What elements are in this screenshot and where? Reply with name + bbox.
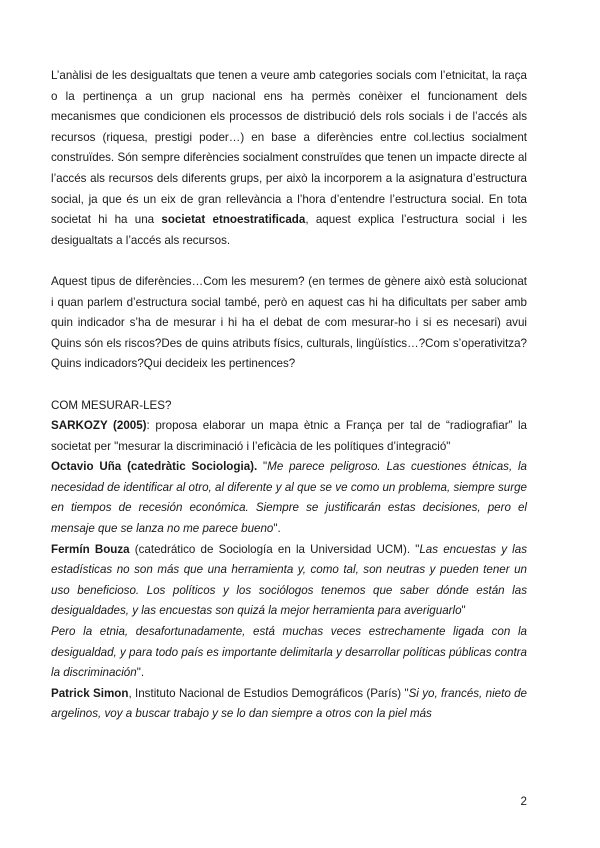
- bouza-paragraph: [51, 540, 527, 622]
- intro-text: L’anàlisi de les desigualtats que tenen a veure amb categories socials com l’etnicitat, la raça o la pertinença a un grup nacional ens ha permès conèixer el funcionament dels mecanismes que condicionen els processos de distribució dels rols socials i de l’accés als recursos (riquesa, prestigi poder…) en base a diferències entre col.lectius socialment construïdes. Són sempre diferències socialment construïdes que tenen un impacte directe al l’accés als recursos dels diferents grups, per això la incorporem a la asignatura d’estructura social, ja que és un eix de gran rellevància a l’hora d’entendre l’estructura social. En tota societat hi ha una: [51, 69, 527, 227]
- simon-text: , Instituto Nacional de Estudios Demográficos (París) ": [128, 686, 409, 700]
- bouza-text: (catedrático de Sociología en la Universidad UCM). ": [129, 542, 420, 556]
- intro-text-end: , aquest explica l’estructura social i les desigualtats a l’accés als recursos.: [51, 213, 527, 247]
- bouza-name: Fermín Bouza: [51, 542, 130, 556]
- simon-paragraph: [51, 684, 527, 725]
- intro-paragraph: [51, 66, 527, 251]
- intro-bold-term: societat etnoestratificada: [161, 213, 306, 227]
- una-paragraph: [51, 457, 527, 539]
- una-quote-open: ": [257, 460, 268, 474]
- document-page: [51, 66, 527, 725]
- una-quote-close: ".: [273, 522, 281, 536]
- una-name: Octavio Uña (catedràtic Sociologia).: [51, 460, 258, 474]
- sarkozy-text: : proposa elaborar un mapa ètnic a França per tal de “radiografiar” la societat per "mesurar la discriminació i l’eficàcia de les polítiques d’integració": [51, 419, 527, 453]
- questions-paragraph: Aquest tipus de diferències…Com les mesurem? (en termes de gènere això està solucionat i quan parlem d’estructura social també, però en aquest cas hi ha dificultats per saber amb quin indicador s’ha de mesurar i hi ha el debat de com mesurar-ho i si es necesari) avui Quins són els riscos?Des de quins atributs físics, culturals, lingüístics…?Com s’operativitza? Quins indicadors?Qui decideix les pertinences?: [51, 274, 527, 371]
- sarkozy-name: SARKOZY (2005): [51, 419, 147, 433]
- simon-quote: Si yo, francés, nieto de argelinos, voy a buscar trabajo y se lo dan siempre a otros con la piel más: [51, 686, 528, 721]
- bouza-quote-close: ": [461, 604, 466, 618]
- una-quote: Me parece peligroso. Las cuestiones étnicas, la necesidad de identificar al otro, al diferente y al que se ve como un problema, siempre surge en tiempos de recesión económica. Siempre se justificarán estas decisiones, pero el mensaje que se lanza no me parece bueno: [51, 460, 528, 536]
- page-number: 2: [520, 795, 527, 808]
- bouza-quote-2-close: ".: [136, 666, 145, 680]
- simon-name: Patrick Simon: [51, 686, 129, 700]
- bouza-paragraph-2: [51, 622, 527, 684]
- sarkozy-paragraph: [51, 416, 527, 457]
- bouza-quote-2: Pero la etnia, desafortunadamente, está muchas veces estrechamente ligada con la desigualdad, y para todo país es importante delimitarla y desarrollar políticas públicas contra la discriminación: [51, 625, 527, 680]
- section-heading: COM MESURAR-LES?: [51, 398, 172, 412]
- bouza-quote: Las encuestas y las estadísticas no son más que una herramienta y, como tal, son neutras y pueden tener un uso beneficioso. Los políticos y los sociólogos tenemos que saber dónde están las desigualdades, y las encuestas son quizá la mejor herramienta para averiguarlo: [51, 542, 528, 618]
